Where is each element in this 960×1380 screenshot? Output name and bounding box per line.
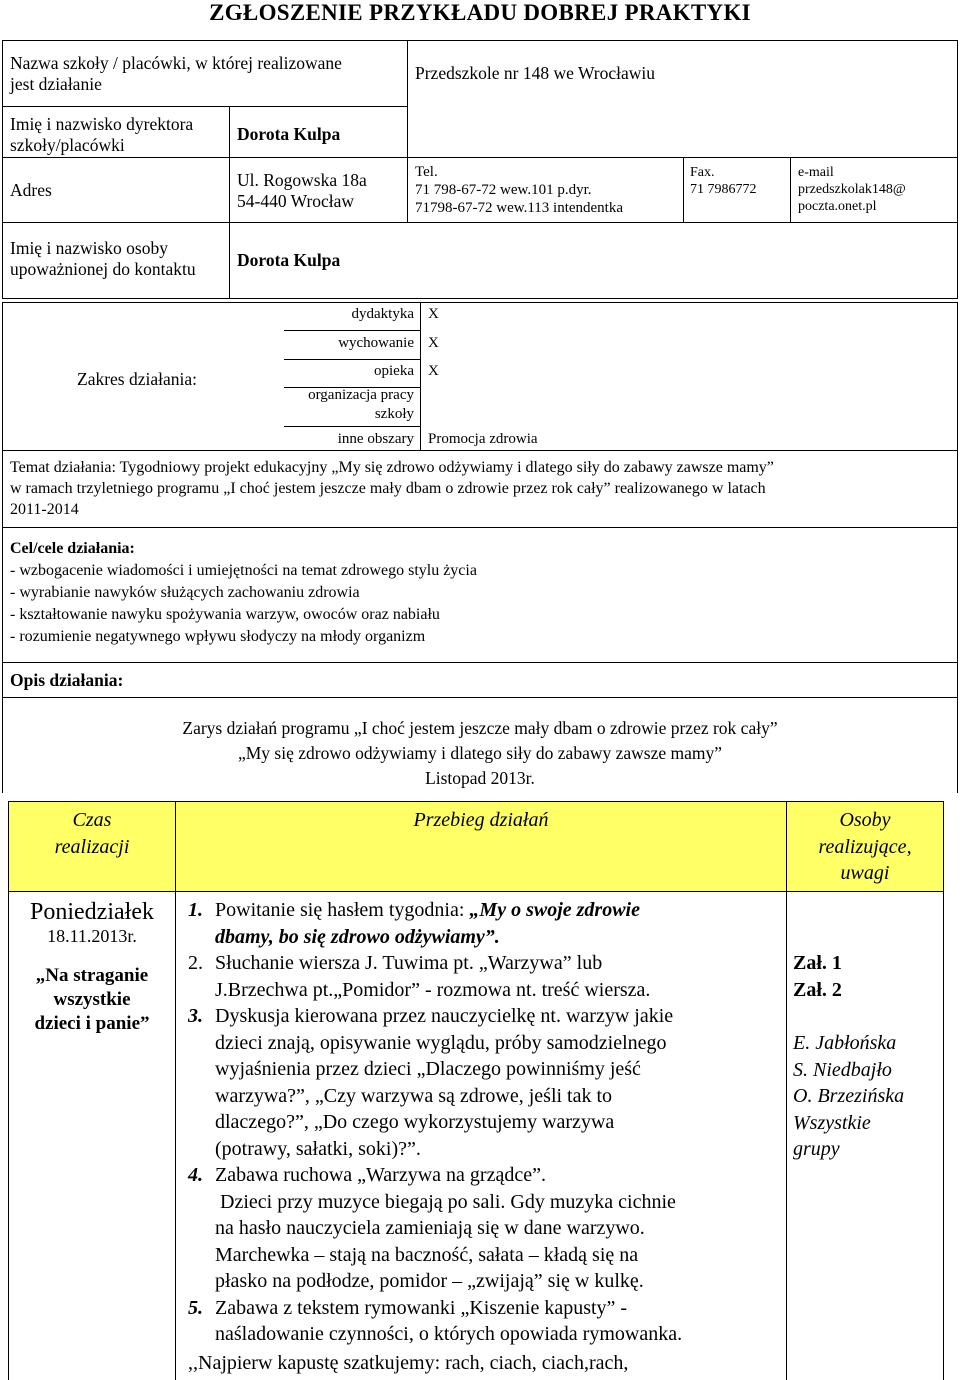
step-line: Zabawa ruchowa „Warzywa na grządce”.	[215, 1164, 546, 1186]
scope-area-mark: X	[428, 363, 439, 379]
step-item	[188, 1162, 784, 1295]
step-line: wyjaśnienia przez dzieci „Dlaczego powinniśmy jeść	[215, 1058, 641, 1080]
goals-section	[10, 538, 477, 648]
people-list: E. Jabłońska S. Niedbajło O. Brzezińska Wszystkie grupy	[793, 1032, 905, 1160]
step-line: Marchewka – stają na baczność, sałata – kładą się na	[215, 1243, 639, 1266]
scope-area-mark: X	[428, 306, 439, 322]
topic-text: Temat działania: Tygodniowy projekt edukacyjny „My się zdrowo odżywiamy i dlatego siły do zabawy zawsze mamy” w ramach trzyletniego programu „I choć jestem jeszcze mały dbam o zdrowie przez rok cały” realizowanego w latach 2011-2014	[10, 459, 774, 518]
school-name-value: Przedszkole nr 148 we Wrocławiu	[415, 63, 656, 83]
step-line: Słuchanie wiersza J. Tuwima pt. „Warzywa” lub	[215, 952, 603, 974]
description-heading: Opis działania:	[10, 670, 124, 690]
scope-area-mark: Promocja zdrowia	[428, 431, 538, 447]
step-item	[188, 1295, 784, 1348]
fax-number: Fax. 71 7986772	[690, 165, 757, 197]
step-line: Dzieci przy muzyce biegają po sali. Gdy muzyka cichnie	[215, 1190, 676, 1213]
header-people: Osoby realizujące, uwagi	[818, 809, 912, 884]
goal-item: - wyrabianie nawyków służących zachowaniu zdrowia	[10, 584, 360, 601]
step-line: płasko na podłodze, pomidor – „zwijają” się w kulkę.	[215, 1270, 644, 1292]
day-column	[9, 898, 175, 1036]
email-address: e-mail przedszkolak148@ poczta.onet.pl	[798, 165, 906, 214]
document-title: ZGŁOSZENIE PRZYKŁADU DOBREJ PRAKTYKI	[209, 0, 751, 25]
step-number: 2.	[188, 952, 203, 974]
step-line: (potrawy, sałatki, soki)?”.	[215, 1137, 421, 1160]
day-date: 18.11.2013r.	[47, 926, 137, 946]
step-line: Zabawa z tekstem rymowanki „Kiszenie kapusty” -	[215, 1296, 628, 1319]
step-line: Powitanie się hasłem tygodnia: „My o swoje zdrowie	[215, 899, 640, 921]
step-line: na hasło nauczyciela zamieniają się w dane warzywo.	[215, 1217, 645, 1239]
scope-area-label: opieka	[374, 363, 414, 379]
step-number: 3.	[188, 1005, 203, 1027]
step-item	[188, 897, 784, 950]
scope-area-label: dydaktyka	[351, 306, 414, 322]
step-item	[188, 1003, 784, 1162]
attachments: Zał. 1 Zał. 2	[793, 952, 842, 1001]
description-center-text: Zarys działań programu „I choć jestem jeszcze mały dbam o zdrowie przez rok cały” „My się zdrowo odżywiamy i dlatego siły do zabawy zawsze mamy” Listopad 2013r.	[182, 718, 778, 788]
step-line: dbamy, bo się zdrowo odżywiamy”.	[215, 925, 500, 948]
step-line: dlaczego?”, „Do czego wykorzystujemy warzywa	[215, 1111, 615, 1133]
scope-label: Zakres działania:	[77, 369, 198, 389]
scope-area-label: organizacja pracy szkoły	[308, 387, 414, 422]
goal-item: - kształtowanie nawyku spożywania warzyw, owoców oraz nabiału	[10, 606, 440, 623]
address-value: Ul. Rogowska 18a 54-440 Wrocław	[237, 170, 367, 211]
goal-item: - rozumienie negatywnego wpływu słodyczy na młody organizm	[10, 628, 426, 645]
goal-item: - wzbogacenie wiadomości i umiejętności na temat zdrowego stylu życia	[10, 562, 477, 579]
director-value: Dorota Kulpa	[237, 124, 341, 144]
step-line: warzywa?”, „Czy warzywa są zdrowe, jeśli tak to	[215, 1084, 613, 1107]
step-line: Dyskusja kierowana przez nauczycielkę nt. warzyw jakie	[215, 1005, 674, 1027]
step-line: naśladowanie czynności, o których opowiada rymowanka.	[215, 1323, 683, 1345]
scope-area-label: inne obszary	[337, 431, 414, 447]
step-line: J.Brzechwa pt.„Pomidor” - rozmowa nt. treść wiersza.	[215, 978, 651, 1001]
day-theme: „Na straganie wszystkie dzieci i panie”	[34, 965, 150, 1034]
phone-numbers: Tel. 71 798-67-72 wew.101 p.dyr. 71798-67-72 wew.113 intendentka	[415, 164, 624, 216]
day-name: Poniedziałek	[30, 899, 154, 925]
steps-list	[188, 897, 784, 1348]
step-number: 1.	[188, 899, 203, 921]
step-number: 4.	[188, 1164, 203, 1186]
address-label: Adres	[10, 180, 52, 200]
step-line: dzieci znają, opisywanie wyglądu, próby samodzielnego	[215, 1031, 667, 1054]
step-item	[188, 950, 784, 1003]
director-label: Imię i nazwisko dyrektora szkoły/placówki	[10, 114, 194, 155]
step-number: 5.	[188, 1296, 203, 1319]
scope-area-mark: X	[428, 335, 439, 351]
scope-area-label: wychowanie	[338, 335, 414, 351]
goals-heading: Cel/cele działania:	[10, 540, 135, 557]
school-name-label: Nazwa szkoły / placówki, w której realizowane jest działanie	[10, 53, 342, 94]
rhyme-line: ,,Najpierw kapustę szatkujemy: rach, ciach, ciach,rach,	[188, 1352, 629, 1374]
header-time: Czas realizacji	[54, 809, 130, 858]
contact-value: Dorota Kulpa	[237, 250, 341, 270]
contact-label: Imię i nazwisko osoby upoważnionej do kontaktu	[10, 238, 196, 279]
header-course: Przebieg działań	[413, 809, 549, 831]
